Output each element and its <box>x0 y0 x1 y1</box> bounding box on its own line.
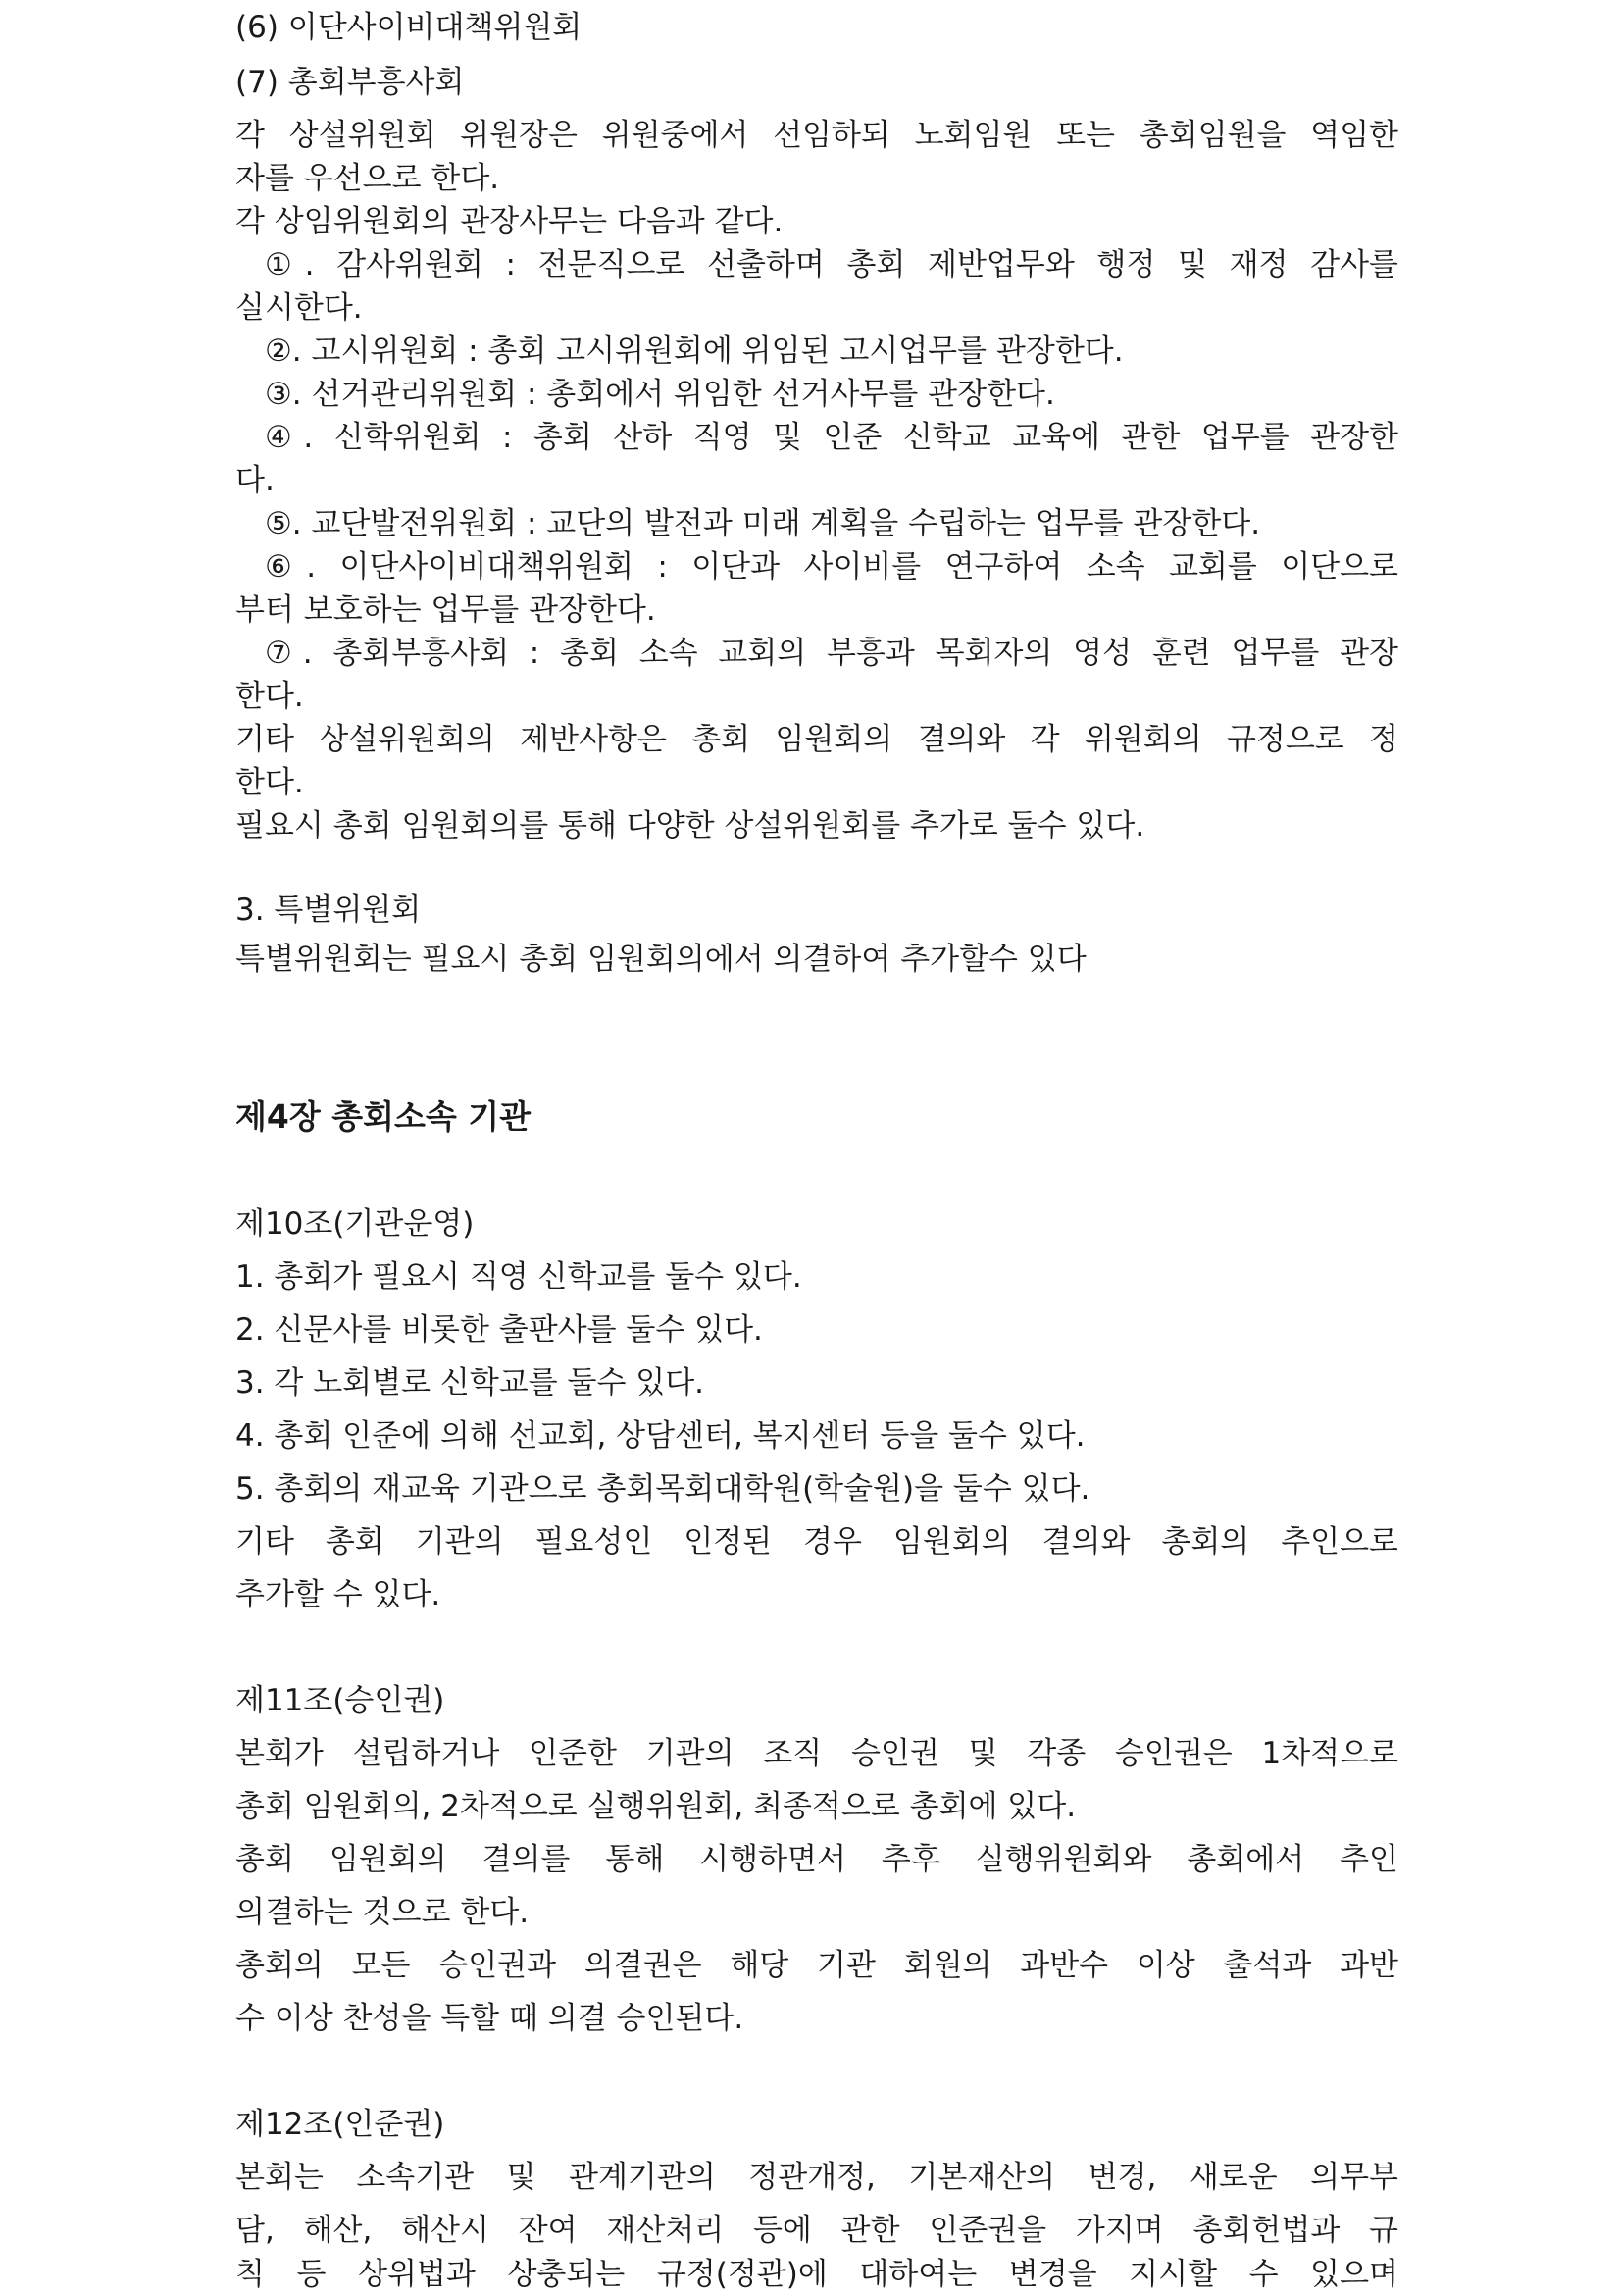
duty-heresy-line-1: ⑥. 이단사이비대책위원회 : 이단과 사이비를 연구하여 소속 교회를 이단으로 <box>265 549 1398 585</box>
section-3-text: 특별위원회는 필요시 총회 임원회의에서 의결하여 추가할수 있다 <box>235 942 1087 977</box>
article-12-line-2: 담, 해산, 해산시 잔여 재산처리 등에 관한 인준권을 가지며 총회헌법과 규 <box>235 2213 1398 2248</box>
article-10-other-line-1: 기타 총회 기관의 필요성인 인정된 경우 임원회의 결의와 총회의 추인으로 <box>235 1524 1398 1559</box>
duty-audit-line-1: ①. 감사위원회 : 전문직으로 선출하며 총회 제반업무와 행정 및 재정 감사를 <box>265 247 1398 282</box>
article-11-line-5: 총회의 모든 승인권과 의결권은 해당 기관 회원의 과반수 이상 출석과 과반 <box>235 1948 1398 1983</box>
duty-election: ③. 선거관리위원회 : 총회에서 위임한 선거사무를 관장한다. <box>265 377 1055 412</box>
article-10-item-2: 2. 신문사를 비롯한 출판사를 둘수 있다. <box>235 1312 763 1348</box>
addition-rule: 필요시 총회 임원회의를 통해 다양한 상설위원회를 추가로 둘수 있다. <box>235 808 1145 843</box>
duties-intro: 각 상임위원회의 관장사무는 다음과 같다. <box>235 204 784 239</box>
other-rule-line-1: 기타 상설위원회의 제반사항은 총회 임원회의 결의와 각 위원회의 규정으로 정 <box>235 722 1398 757</box>
duty-heresy-line-2: 부터 보호하는 업무를 관장한다. <box>235 592 656 628</box>
chair-rule-line-1: 각 상설위원회 위원장은 위원중에서 선임하되 노회임원 또는 총회임원을 역임한 <box>235 118 1398 153</box>
other-rule-line-2: 한다. <box>235 765 304 800</box>
committee-item-7: (7) 총회부흥사회 <box>235 65 465 100</box>
duty-revival-line-2: 한다. <box>235 679 304 714</box>
duty-theology-line-1: ④. 신학위원회 : 총회 산하 직영 및 인준 신학교 교육에 관한 업무를 관장한 <box>265 420 1398 455</box>
article-11-line-6: 수 이상 찬성을 득할 때 의결 승인된다. <box>235 2001 744 2036</box>
article-12-line-1: 본회는 소속기관 및 관계기관의 정관개정, 기본재산의 변경, 새로운 의무부 <box>235 2160 1398 2195</box>
article-10-item-4: 4. 총회 인준에 의해 선교회, 상담센터, 복지센터 등을 둘수 있다. <box>235 1418 1086 1454</box>
article-12-title: 제12조(인준권) <box>235 2107 445 2142</box>
article-11-title: 제11조(승인권) <box>235 1683 445 1718</box>
article-11-line-2: 총회 임원회의, 2차적으로 실행위원회, 최종적으로 총회에 있다. <box>235 1789 1077 1824</box>
article-12-line-3: 칙 등 상위법과 상충되는 규정(정관)에 대하여는 변경을 지시할 수 있으며 <box>235 2257 1398 2292</box>
duty-revival-line-1: ⑦. 총회부흥사회 : 총회 소속 교회의 부흥과 목회자의 영성 훈련 업무를 관장 <box>265 636 1398 671</box>
committee-item-6: (6) 이단사이비대책위원회 <box>235 10 583 45</box>
article-11-line-3: 총회 임원회의 결의를 통해 시행하면서 추후 실행위원회와 총회에서 추인 <box>235 1842 1398 1877</box>
article-10-other-line-2: 추가할 수 있다. <box>235 1577 441 1612</box>
article-10-title: 제10조(기관운영) <box>235 1206 475 1242</box>
article-10-item-1: 1. 총회가 필요시 직영 신학교를 둘수 있다. <box>235 1259 802 1295</box>
article-11-line-1: 본회가 설립하거나 인준한 기관의 조직 승인권 및 각종 승인권은 1차적으로 <box>235 1736 1398 1771</box>
article-10-item-5: 5. 총회의 재교육 기관으로 총회목회대학원(학술원)을 둘수 있다. <box>235 1471 1090 1506</box>
duty-exam: ②. 고시위원회 : 총회 고시위원회에 위임된 고시업무를 관장한다. <box>265 333 1124 369</box>
article-11-line-4: 의결하는 것으로 한다. <box>235 1895 530 1930</box>
section-3-title: 3. 특별위원회 <box>235 893 422 928</box>
duty-audit-line-2: 실시한다. <box>235 290 363 326</box>
article-10-item-3: 3. 각 노회별로 신학교를 둘수 있다. <box>235 1365 704 1401</box>
duty-theology-line-2: 다. <box>235 463 275 498</box>
chair-rule-line-2: 자를 우선으로 한다. <box>235 161 500 196</box>
chapter-4-title: 제4장 총회소속 기관 <box>235 1097 531 1136</box>
duty-development: ⑤. 교단발전위원회 : 교단의 발전과 미래 계획을 수립하는 업무를 관장한다. <box>265 506 1261 541</box>
